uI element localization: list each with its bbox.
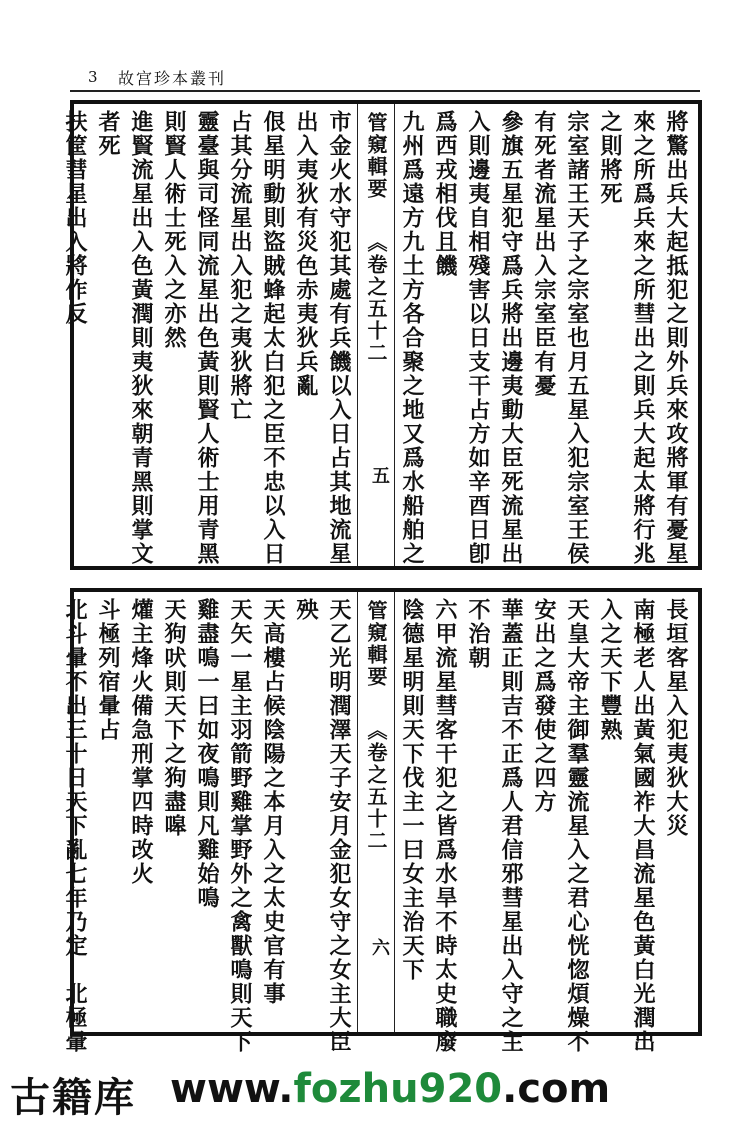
bottom-column-left-7: 爟主烽火備急刑掌四時改火 xyxy=(128,598,154,886)
bottom-column-left-1: 天乙光明潤澤天子安月金犯女守之女主大臣 xyxy=(326,598,352,1054)
header-rule xyxy=(70,90,700,92)
bottom-column-left-9: 北斗暈不出三十日天下亂七年乃定 北極暈 xyxy=(62,598,88,1054)
bottom-center-fold xyxy=(357,592,395,1032)
top-column-left-4: 占其分流星出入犯之夷狄將亡 xyxy=(227,110,253,422)
bottom-column-left-3: 天高樓占候陰陽之本月入之太史官有事 xyxy=(260,598,286,1006)
top-column-left-1: 市金火水守犯其處有兵饑以入日占其地流星 xyxy=(326,110,352,566)
page-number: 3 xyxy=(88,68,98,86)
watermark-url xyxy=(170,1066,610,1112)
page-header xyxy=(0,0,756,100)
bottom-center-volume: 《 卷之五十二 xyxy=(362,720,391,852)
bottom-column-right-3: 入之天下豐熟 xyxy=(597,598,623,742)
bottom-column-left-6: 天狗吠則天下之狗盡嗥 xyxy=(161,598,187,838)
top-column-right-9: 九州爲遠方九土方各合聚之地又爲水船舶之 xyxy=(399,110,425,566)
top-column-right-7: 入則邊夷自相殘害以日支干占方如辛酉日卽 xyxy=(465,110,491,566)
top-column-right-2: 來之所爲兵來之所彗出之則兵大起太將行兆 xyxy=(630,110,656,566)
bottom-column-right-8: 六甲流星彗客干犯之皆爲水旱不時太史職廢 xyxy=(432,598,458,1054)
bottom-column-left-8: 斗極列宿暈占 xyxy=(95,598,121,742)
bottom-column-right-9: 陰德星明則天下伐主一曰女主治天下 xyxy=(399,598,425,982)
top-column-right-3: 之則將死 xyxy=(597,110,623,206)
top-center-fold xyxy=(357,104,395,566)
top-column-right-4: 宗室諸王天子之宗室也月五星入犯宗室王侯 xyxy=(564,110,590,566)
top-column-left-9: 扶筐彗星出入將作反 xyxy=(62,110,88,326)
book-title: 故宫珍本叢刊 xyxy=(118,69,227,88)
watermark-url-brand: fozhu920 xyxy=(293,1066,503,1112)
watermark-url-suffix: .com xyxy=(502,1066,611,1112)
bottom-column-right-5: 安出之爲發使之四方 xyxy=(531,598,557,814)
site-watermark xyxy=(0,1060,756,1122)
bottom-column-left-5: 雞盡鳴一曰如夜鳴則凡雞始鳴 xyxy=(194,598,220,910)
bottom-column-right-4: 天皇大帝主御羣靈流星入之君心恍惚煩燥不 xyxy=(564,598,590,1054)
top-column-right-6: 參旗五星犯守爲兵將出邊夷動大臣死流星出 xyxy=(498,110,524,566)
top-page-panel xyxy=(62,100,702,570)
top-column-left-3: 佷星明動則盜賊蜂起太白犯之臣不忠以入日 xyxy=(260,110,286,566)
watermark-site-name: 古籍库 xyxy=(10,1075,136,1121)
top-column-left-6: 則賢人術士死入之亦然 xyxy=(161,110,187,350)
top-column-left-2: 出入夷狄有災色赤夷狄兵亂 xyxy=(293,110,319,398)
top-column-left-5: 靈臺與司怪同流星出色黃則賢人術士用青黑 xyxy=(194,110,220,566)
bottom-column-right-1: 長垣客星入犯夷狄大災 xyxy=(663,598,689,838)
bottom-column-left-4: 天矢一星主羽箭野雞掌野外之禽獸鳴則天下 xyxy=(227,598,253,1054)
bottom-column-right-7: 不治朝 xyxy=(465,598,491,670)
bottom-column-right-6: 華蓋正則吉不正爲人君信邪彗星出入守之主 xyxy=(498,598,524,1054)
top-column-right-8: 爲西戎相伐且饑 xyxy=(432,110,458,278)
top-column-left-8: 者死 xyxy=(95,110,121,158)
top-center-title: 管窺輯要 xyxy=(364,112,388,200)
top-column-right-1: 將驚出兵大起抵犯之則外兵來攻將軍有憂星 xyxy=(663,110,689,566)
bottom-column-left-2: 殃 xyxy=(293,598,319,622)
bottom-center-page: 六 xyxy=(369,938,390,956)
bottom-center-title: 管窺輯要 xyxy=(364,600,388,688)
watermark-url-prefix: www. xyxy=(170,1066,294,1112)
bottom-column-right-2: 南極老人出黃氣國祚大昌流星色黃白光潤出 xyxy=(630,598,656,1054)
top-center-volume: 《 卷之五十二 xyxy=(362,232,391,364)
top-center-page: 五 xyxy=(369,466,390,484)
top-column-right-5: 有死者流星出入宗室臣有憂 xyxy=(531,110,557,398)
bottom-page-panel xyxy=(62,588,702,1054)
top-column-left-7: 進賢流星出入色黃潤則夷狄來朝青黑則掌文 xyxy=(128,110,154,566)
